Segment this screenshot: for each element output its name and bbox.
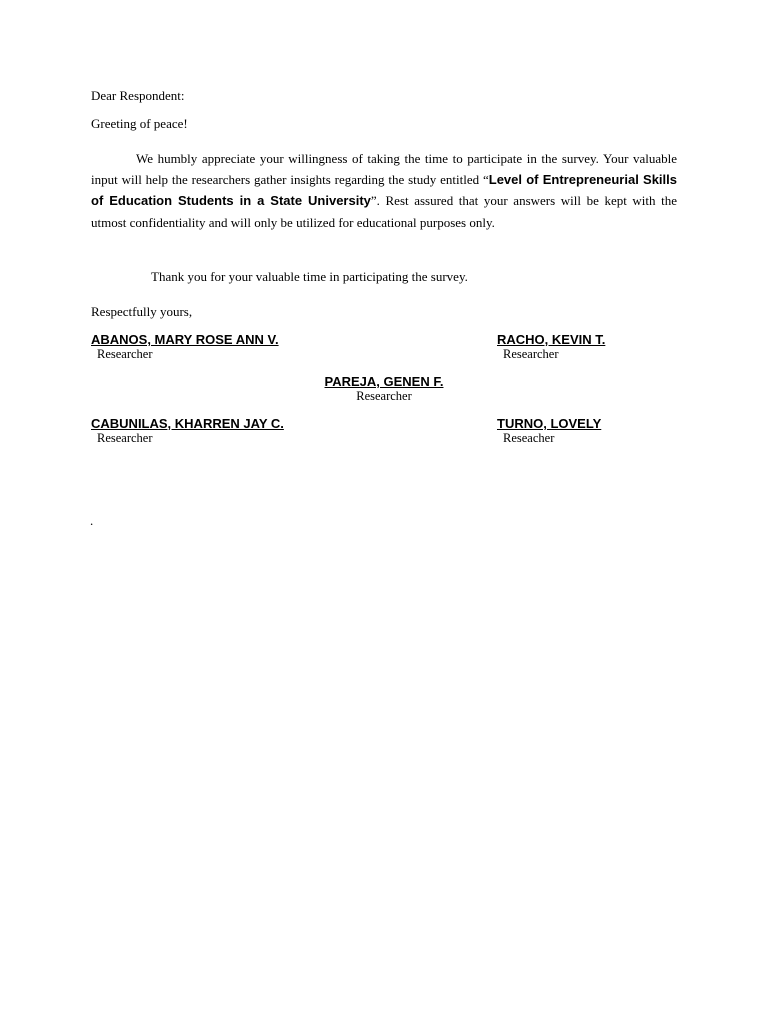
closing: Respectfully yours, — [91, 304, 193, 319]
signatory-name: CABUNILAS, KHARREN JAY C. — [91, 416, 284, 431]
signatory-role: Reseacher — [503, 431, 555, 445]
signatory-name: PAREJA, GENEN F. — [324, 374, 444, 389]
study-title: Level of Entrepreneurial Skills of Education Students in a State University — [91, 172, 677, 209]
signatory-block — [91, 416, 284, 446]
body-text-after: ”. Rest assured that your answers will be kept with the utmost confidentiality and will only be utilized for educational purposes only. — [91, 193, 678, 230]
signatory-role: Researcher — [97, 347, 153, 361]
thanks-line: Thank you for your valuable time in participating the survey. — [151, 269, 468, 284]
signatory-block — [91, 332, 279, 362]
greeting: Greeting of peace! — [91, 116, 188, 131]
signatory-block — [284, 374, 484, 404]
signatory-block — [497, 332, 605, 362]
signatory-name: RACHO, KEVIN T. — [497, 332, 606, 347]
signatory-name: ABANOS, MARY ROSE ANN V. — [91, 332, 279, 347]
signatory-block — [497, 416, 601, 446]
signatory-name: TURNO, LOVELY — [497, 416, 602, 431]
body-text-before: We humbly appreciate your willingness of taking the time to participate in the survey. Your valuable input will help the researchers gather insights regarding the study entitled “ — [91, 151, 677, 188]
signatory-role: Researcher — [503, 347, 559, 361]
signatory-role: Researcher — [356, 389, 412, 403]
trailing-mark: . — [90, 513, 94, 528]
signatory-role: Researcher — [97, 431, 153, 445]
salutation: Dear Respondent: — [91, 88, 185, 103]
body-paragraph — [91, 148, 677, 233]
